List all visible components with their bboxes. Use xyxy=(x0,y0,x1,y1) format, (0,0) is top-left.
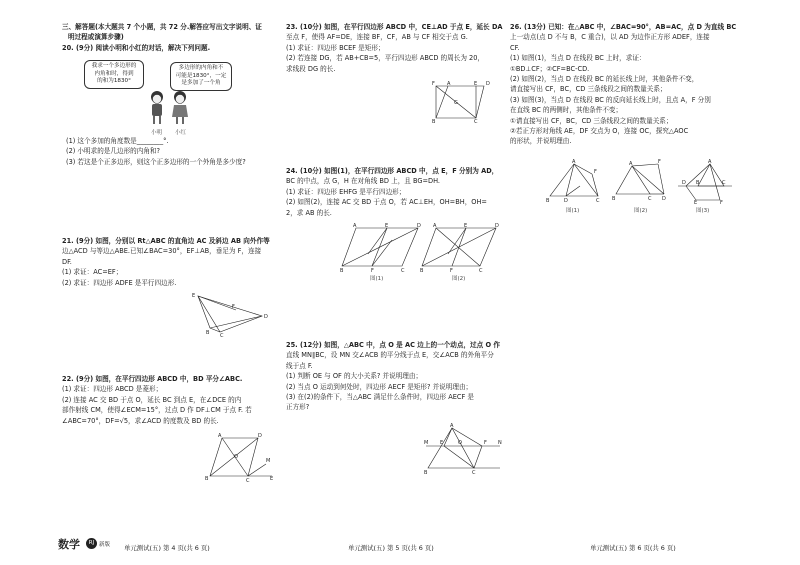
svg-text:F: F xyxy=(432,81,435,87)
svg-text:E: E xyxy=(474,81,478,87)
section-heading-cont: 明过程或演算步骤) xyxy=(68,33,124,42)
q24: 24. (10分) 如图(1)，在平行四边形 ABCD 中，点 E，F 分别为 AD， BC 的中点，点 G，H 在对角线 BD 上，且 BG=DH. (1) 求证：四边形 EHFG 是平行四边形； (2) 如图(2)，连接 AC 交 BD 于点 O，若 AC⊥EH，OH=BH，OH= 2，求 AB 的长. xyxy=(286,167,499,217)
svg-text:B: B xyxy=(205,476,209,482)
svg-text:E: E xyxy=(385,223,389,229)
svg-text:A: A xyxy=(629,161,633,167)
svg-text:B: B xyxy=(696,180,700,186)
svg-text:B: B xyxy=(424,470,428,476)
svg-text:A: A xyxy=(572,159,576,165)
label-xiaoming: 小明 xyxy=(151,130,163,136)
page-footer-4: 单元测试(五) 第 4 页(共 6 页) xyxy=(124,544,210,552)
q23-figure xyxy=(430,82,492,124)
label-xiaohong: 小红 xyxy=(175,130,187,136)
q22: 22. (9分) 如图，在平行四边形 ABCD 中，BD 平分∠ABC. (1) 求证：四边形 ABCD 是菱形； (2) 连接 AC 交 BD 于点 O，延长 BC 到点 E，在∠DCE 的内 部作射线 CM，使得∠ECM=15°，过点 D 作 DF⊥CM 于点 F. 若 ∠ABC=70°，DF=√5，求∠ACD 的度数及 BD 的长. xyxy=(62,375,252,425)
page-footer-5: 单元测试(五) 第 5 页(共 6 页) xyxy=(348,544,434,552)
speech-bubble-xiaoming: 我求一个多边形的 内角和时，得到 的和为1830° xyxy=(84,60,144,89)
svg-text:C: C xyxy=(246,478,250,484)
svg-text:C: C xyxy=(722,180,726,186)
q24-figure-2 xyxy=(420,224,500,272)
svg-text:F: F xyxy=(371,268,374,274)
svg-text:D: D xyxy=(486,81,490,87)
svg-text:A: A xyxy=(218,433,222,439)
q26-figure-1 xyxy=(546,160,604,204)
svg-text:M: M xyxy=(424,440,429,446)
q21-figure xyxy=(188,292,268,337)
q26-figure-2 xyxy=(612,160,670,204)
svg-text:F: F xyxy=(658,159,661,165)
q23: 23. (10分) 如图，在平行四边形 ABCD 中，CE⊥AD 于点 E，延长 DA 至点 F，使得 AF=DE，连接 BF，CF，AB 与 CF 相交于点 G. (1) 求证：四边形 BCEF 是矩形； (2) 若连接 DG，若 AB+CB=5，平行四边形 ABCD 的周长为 20， 求线段 DG 的长. xyxy=(286,23,503,73)
svg-text:B: B xyxy=(420,268,424,274)
svg-text:C: C xyxy=(472,470,476,476)
svg-text:D: D xyxy=(417,223,421,229)
svg-text:B: B xyxy=(612,196,616,202)
svg-text:E: E xyxy=(440,440,444,446)
svg-text:D: D xyxy=(264,314,268,320)
svg-text:F: F xyxy=(484,440,487,446)
edition-badge-icon: RJ xyxy=(86,538,97,549)
svg-text:D: D xyxy=(495,223,499,229)
svg-text:D: D xyxy=(682,180,686,186)
speech-bubble-xiaohong: 多边形的内角和不 可能是1830°，一定 是多加了一个角 xyxy=(170,62,232,91)
q24-caption-1: 图(1) xyxy=(370,276,384,282)
q25-figure xyxy=(424,424,504,474)
svg-text:A: A xyxy=(708,159,712,165)
svg-text:F: F xyxy=(594,169,597,175)
svg-text:C: C xyxy=(220,333,224,339)
section-heading: 三、解答题(本大题共 7 个小题，共 72 分.解答应写出文字说明、证 xyxy=(62,23,262,31)
svg-text:E: E xyxy=(694,200,698,206)
page-footer-6: 单元测试(五) 第 6 页(共 6 页) xyxy=(590,544,676,552)
svg-text:N: N xyxy=(498,440,502,446)
q20-parts: (1) 这个多加的角度数是________°. (2) 小明求的是几边形的内角和? (3) 若这是个正多边形，则这个正多边形的一个外角是多少度? xyxy=(66,137,246,166)
edition-label: 新版 xyxy=(99,542,111,548)
q22-figure xyxy=(200,434,275,482)
svg-text:C: C xyxy=(596,198,600,204)
q26-caption-2: 图(2) xyxy=(634,208,648,214)
svg-text:D: D xyxy=(564,198,568,204)
q26: 26. (13分) 已知：在△ABC 中，∠BAC=90°，AB=AC，点 D 为直线 BC 上一动点(点 D 不与 B，C 重合)，以 AD 为边作正方形 ADEF，连接 CF. (1) 如图(1)，当点 D 在线段 BC 上时，求证： ①BD⊥CF；②CF=BC-CD. (2) 如图(2)，当点 D 在线段 BC 的延长线上时，其他条件不变， 请直接写出 CF，BC，CD 三条线段之间的数量关系； (3) 如图(3)，当点 D 在线段 BC 的反向延长线上时，且点 A，F 分别 在直线 BC 的两侧时，其他条件不变； ①请直接写出 CF，BC，CD 三条线段之间的数量关系； ②若正方形对角线 AE，DF 交点为 O，连接 OC，探究△AOC 的形状，并说明理由. xyxy=(510,23,737,146)
svg-text:A: A xyxy=(447,81,451,87)
svg-text:B: B xyxy=(546,198,550,204)
svg-text:M: M xyxy=(266,458,271,464)
column-left xyxy=(62,22,277,53)
svg-text:B: B xyxy=(206,330,210,336)
q26-caption-3: 图(3) xyxy=(696,208,710,214)
children-illustration xyxy=(145,88,195,128)
svg-text:O: O xyxy=(234,454,238,460)
svg-text:A: A xyxy=(450,423,454,429)
svg-text:B: B xyxy=(340,268,344,274)
q21: 21. (9分) 如图，分别以 Rt△ABC 的直角边 AC 及斜边 AB 向外作等 边△ACD 与等边△ABE.已知∠BAC=30°，EF⊥AB，垂足为 F，连接 DF. (1) 求证：AC=EF； (2) 求证：四边形 ADFE 是平行四边形. xyxy=(62,237,270,287)
svg-text:E: E xyxy=(464,223,468,229)
svg-text:C: C xyxy=(479,268,483,274)
svg-text:C: C xyxy=(401,268,405,274)
q24-figure-1 xyxy=(340,224,422,272)
svg-text:B: B xyxy=(432,119,436,125)
q25: 25. (12分) 如图，△ABC 中，点 O 是 AC 边上的一个动点，过点 O 作 直线 MN∥BC，设 MN 交∠ACB 的平分线于点 E，交∠ACB 的外角平分 线于点 F. (1) 判断 OE 与 OF 的大小关系? 并说明理由； (2) 当点 O 运动到何处时，四边形 AECF 是矩形? 并说明理由； (3) 在(2)的条件下，当△ABC 满足什么条件时，四边形 AECF 是 正方形? xyxy=(286,341,501,412)
svg-text:C: C xyxy=(648,196,652,202)
svg-text:A: A xyxy=(433,223,437,229)
q26-figure-3 xyxy=(676,160,734,204)
svg-text:O: O xyxy=(458,440,462,446)
svg-text:D: D xyxy=(662,196,666,202)
subject-logo: 数学 xyxy=(58,538,80,551)
svg-text:F: F xyxy=(450,268,453,274)
q20-stem: 20. (9分) 阅读小明和小红的对话，解决下列问题. xyxy=(62,43,211,52)
svg-text:E: E xyxy=(270,476,274,482)
svg-text:G: G xyxy=(454,100,458,106)
svg-text:C: C xyxy=(474,119,478,125)
svg-text:D: D xyxy=(258,433,262,439)
svg-text:A: A xyxy=(353,223,357,229)
svg-text:E: E xyxy=(192,293,196,299)
svg-text:F: F xyxy=(720,200,723,206)
q24-caption-2: 图(2) xyxy=(452,276,466,282)
q26-caption-1: 图(1) xyxy=(566,208,580,214)
svg-text:F: F xyxy=(232,304,235,310)
